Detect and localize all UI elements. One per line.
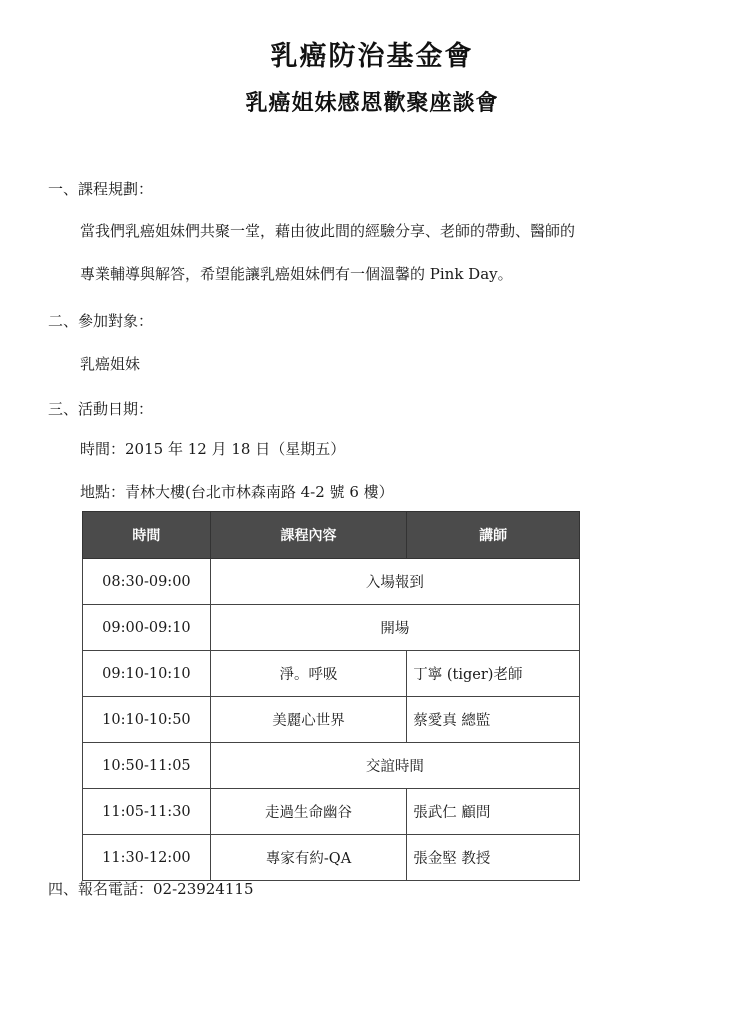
row-content: 交誼時間	[210, 743, 579, 789]
table-row	[83, 835, 580, 881]
row-content: 走過生命幽谷	[210, 789, 406, 835]
header-time: 時間	[83, 512, 211, 559]
row-time: 08:30-09:00	[83, 559, 211, 605]
section-4-registration-phone: 四、報名電話：02-23924115	[48, 880, 254, 898]
page-title: 乳癌防治基金會	[270, 41, 474, 72]
row-time: 11:05-11:30	[83, 789, 211, 835]
section-3-heading: 三、活動日期：	[48, 400, 154, 418]
row-time: 09:10-10:10	[83, 651, 211, 697]
section-2-text: 乳癌姐妹	[80, 355, 141, 373]
row-time: 10:10-10:50	[83, 697, 211, 743]
row-content: 美麗心世界	[210, 697, 406, 743]
row-content: 開場	[210, 605, 579, 651]
section-2-heading: 二、參加對象：	[48, 312, 154, 330]
page-subtitle: 乳癌姐妹感恩歡聚座談會	[245, 91, 499, 116]
row-content: 入場報到	[210, 559, 579, 605]
row-time: 10:50-11:05	[83, 743, 211, 789]
row-teacher: 丁寧 (tiger)老師	[407, 651, 580, 697]
event-time: 時間：2015 年 12 月 18 日（星期五）	[80, 440, 346, 458]
table-row	[83, 789, 580, 835]
table-row	[83, 697, 580, 743]
section-1-text-line-2: 專業輔導與解答，希望能讓乳癌姐妹們有一個溫馨的 Pink Day。	[80, 265, 513, 283]
header-content: 課程內容	[210, 512, 406, 559]
row-time: 09:00-09:10	[83, 605, 211, 651]
section-1-heading: 一、課程規劃：	[48, 180, 154, 198]
schedule-table	[82, 511, 580, 881]
table-row	[83, 651, 580, 697]
event-location: 地點：青林大樓(台北市林森南路 4-2 號 6 樓）	[80, 483, 394, 501]
header-teacher: 講師	[407, 512, 580, 559]
table-row	[83, 559, 580, 605]
table-row	[83, 605, 580, 651]
section-1-text-line-1: 當我們乳癌姐妹們共聚一堂，藉由彼此間的經驗分享、老師的帶動、醫師的	[80, 222, 576, 240]
row-content: 淨。呼吸	[210, 651, 406, 697]
row-teacher: 張金堅 教授	[407, 835, 580, 881]
schedule-header-row	[83, 512, 580, 559]
row-teacher: 張武仁 顧問	[407, 789, 580, 835]
row-time: 11:30-12:00	[83, 835, 211, 881]
table-row	[83, 743, 580, 789]
row-teacher: 蔡愛真 總監	[407, 697, 580, 743]
row-content: 專家有約-QA	[210, 835, 406, 881]
